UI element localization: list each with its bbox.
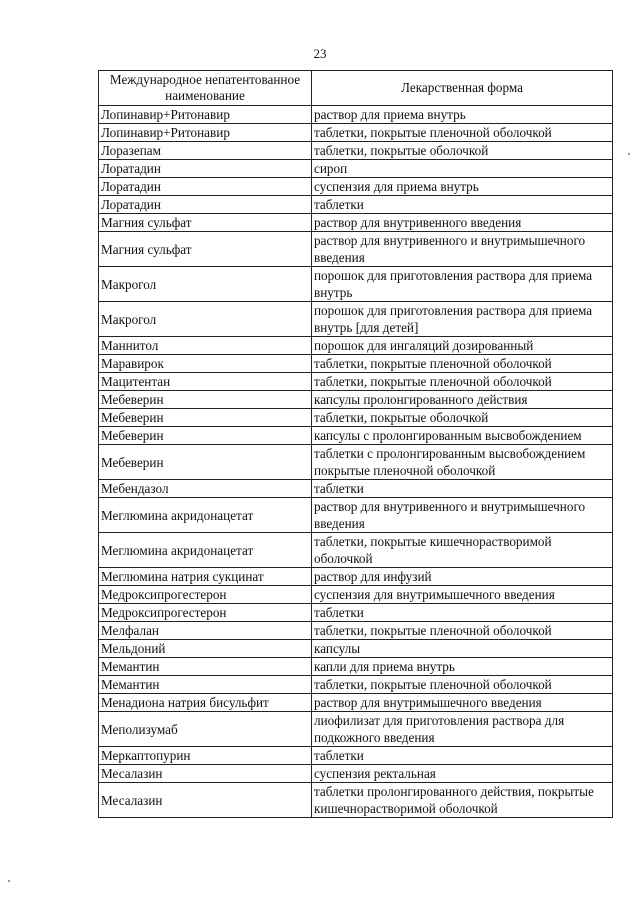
inn-cell: Мебеверин [99,391,312,409]
dosage-form-cell: таблетки [312,747,613,765]
inn-cell: Мебеверин [99,445,312,480]
table-row [99,178,613,196]
inn-cell: Лопинавир+Ритонавир [99,124,312,142]
inn-cell: Магния сульфат [99,214,312,232]
dosage-form-cell: таблетки, покрытые пленочной оболочкой [312,622,613,640]
inn-cell: Мемантин [99,676,312,694]
table-row [99,676,613,694]
dosage-form-cell: капсулы с пролонгированным высвобождением [312,427,613,445]
dosage-form-cell: раствор для внутривенного и внутримышечного введения [312,498,613,533]
table-row [99,355,613,373]
table-row [99,232,613,267]
dosage-form-cell: суспензия ректальная [312,765,613,783]
dosage-form-cell: раствор для приема внутрь [312,106,613,124]
dosage-form-cell: таблетки, покрытые кишечнорастворимой оболочкой [312,533,613,568]
inn-cell: Меполизумаб [99,712,312,747]
inn-cell: Мебеверин [99,409,312,427]
table-row [99,498,613,533]
inn-cell: Мацитентан [99,373,312,391]
table-row [99,765,613,783]
dosage-form-cell: раствор для внутривенного и внутримышечного введения [312,232,613,267]
dosage-form-cell: капли для приема внутрь [312,658,613,676]
table-row [99,533,613,568]
table-row [99,604,613,622]
table-row [99,747,613,765]
scan-speck [8,880,10,882]
table-header-row [99,71,613,106]
inn-cell: Месалазин [99,783,312,818]
table-row [99,445,613,480]
table-row [99,302,613,337]
dosage-form-cell: таблетки, покрытые оболочкой [312,142,613,160]
inn-cell: Магния сульфат [99,232,312,267]
table-row [99,658,613,676]
inn-cell: Маравирок [99,355,312,373]
inn-cell: Мемантин [99,658,312,676]
inn-cell: Меглюмина акридонацетат [99,498,312,533]
drug-table [98,70,613,818]
inn-cell: Меглюмина акридонацетат [99,533,312,568]
dosage-form-cell: раствор для внутримышечного введения [312,694,613,712]
table-row [99,480,613,498]
inn-cell: Менадиона натрия бисульфит [99,694,312,712]
inn-cell: Мебендазол [99,480,312,498]
inn-cell: Макрогол [99,267,312,302]
table-row [99,337,613,355]
dosage-form-cell: порошок для ингаляций дозированный [312,337,613,355]
page-number: 23 [313,46,327,61]
table-row [99,142,613,160]
table-body [99,106,613,818]
inn-cell: Макрогол [99,302,312,337]
table-row [99,694,613,712]
table-row [99,214,613,232]
table-row [99,712,613,747]
dosage-form-cell: суспензия для внутримышечного введения [312,586,613,604]
dosage-form-cell: суспензия для приема внутрь [312,178,613,196]
dosage-form-cell: таблетки [312,196,613,214]
table-row [99,106,613,124]
inn-cell: Лоразепам [99,142,312,160]
inn-cell: Меглюмина натрия сукцинат [99,568,312,586]
inn-cell: Мебеверин [99,427,312,445]
table-row [99,124,613,142]
inn-cell: Лоратадин [99,160,312,178]
table-row [99,196,613,214]
table-row [99,267,613,302]
dosage-form-cell: таблетки, покрытые пленочной оболочкой [312,124,613,142]
dosage-form-cell: таблетки, покрытые оболочкой [312,409,613,427]
dosage-form-cell: лиофилизат для приготовления раствора для подкожного введения [312,712,613,747]
dosage-form-cell: раствор для внутривенного введения [312,214,613,232]
dosage-form-cell: капсулы пролонгированного действия [312,391,613,409]
header-dosage-form: Лекарственная форма [312,71,613,106]
inn-cell: Месалазин [99,765,312,783]
inn-cell: Медроксипрогестерон [99,604,312,622]
inn-cell: Лопинавир+Ритонавир [99,106,312,124]
dosage-form-cell: таблетки, покрытые пленочной оболочкой [312,676,613,694]
table-row [99,391,613,409]
table-row [99,622,613,640]
dosage-form-cell: раствор для инфузий [312,568,613,586]
header-inn: Международное непатентованное наименование [99,71,312,106]
table-row [99,568,613,586]
dosage-form-cell: капсулы [312,640,613,658]
dosage-form-cell: таблетки [312,480,613,498]
dosage-form-cell: порошок для приготовления раствора для приема внутрь [для детей] [312,302,613,337]
table-row [99,409,613,427]
inn-cell: Медроксипрогестерон [99,586,312,604]
table-row [99,160,613,178]
table-row [99,783,613,818]
inn-cell: Лоратадин [99,178,312,196]
inn-cell: Мельдоний [99,640,312,658]
inn-cell: Меркаптопурин [99,747,312,765]
dosage-form-cell: таблетки с пролонгированным высвобождением покрытые пленочной оболочкой [312,445,613,480]
inn-cell: Лоратадин [99,196,312,214]
table-row [99,373,613,391]
dosage-form-cell: таблетки [312,604,613,622]
table-row [99,427,613,445]
dosage-form-cell: таблетки, покрытые пленочной оболочкой [312,373,613,391]
dosage-form-cell: таблетки, покрытые пленочной оболочкой [312,355,613,373]
dosage-form-cell: таблетки пролонгированного действия, покрытые кишечнорастворимой оболочкой [312,783,613,818]
table-row [99,640,613,658]
inn-cell: Мелфалан [99,622,312,640]
dosage-form-cell: сироп [312,160,613,178]
dosage-form-cell: порошок для приготовления раствора для приема внутрь [312,267,613,302]
inn-cell: Маннитол [99,337,312,355]
table-row [99,586,613,604]
scan-speck [628,153,630,155]
